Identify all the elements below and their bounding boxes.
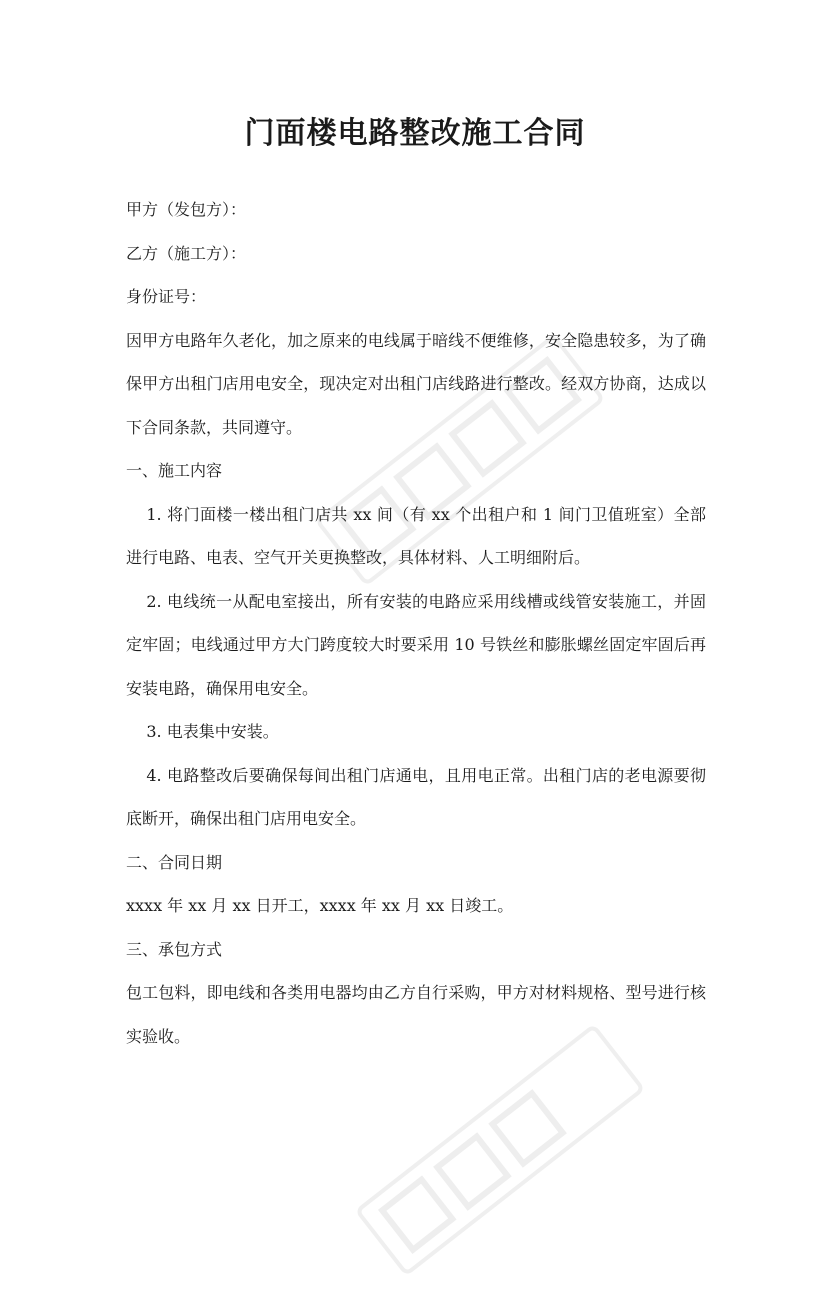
section-heading-method: 三、承包方式: [126, 939, 223, 959]
party-b-line: 乙方（施工方）：: [126, 243, 247, 263]
contract-dates: xxxx 年 xx 月 xx 日开工，xxxx 年 xx 月 xx 日竣工。: [126, 896, 514, 915]
contract-method-paragraph: 包工包料，即电线和各类用电器均由乙方自行采购，甲方对材料规格、型号进行核实验收。: [126, 983, 706, 1046]
id-number-line: 身份证号：: [126, 287, 207, 306]
document-title: 门面楼电路整改施工合同: [244, 116, 586, 151]
party-a-line: 甲方（发包方）：: [126, 200, 247, 219]
clause-item-3: 3. 电表集中安装。: [146, 722, 279, 741]
preamble-paragraph: 因甲方电路年久老化，加之原来的电线属于暗线不便维修，安全隐患较多，为了确保甲方出租门店用电安全，现决定对出租门店线路进行整改。经双方协商，达成以下合同条款，共同遵守。: [126, 330, 706, 437]
clause-item-4: 4. 电路整改后要确保每间出租门店通电，且用电正常。出租门店的老电源要彻底断开，确保出租门店用电安全。: [126, 765, 706, 828]
clause-item-2: 2. 电线统一从配电室接出，所有安装的电路应采用线槽或线管安装施工，并固定牢固；电线通过甲方大门跨度较大时要采用 10 号铁丝和膨胀螺丝固定牢固后再安装电路，确保用电安全。: [126, 591, 706, 698]
section-heading-dates: 二、合同日期: [126, 852, 223, 872]
clause-item-1: 1. 将门面楼一楼出租门店共 xx 间（有 xx 个出租户和 1 间门卫值班室）全部进行电路、电表、空气开关更换整改，具体材料、人工明细附后。: [126, 504, 706, 567]
document-body: [126, 188, 706, 1058]
section-heading-construction: 一、施工内容: [126, 461, 223, 480]
